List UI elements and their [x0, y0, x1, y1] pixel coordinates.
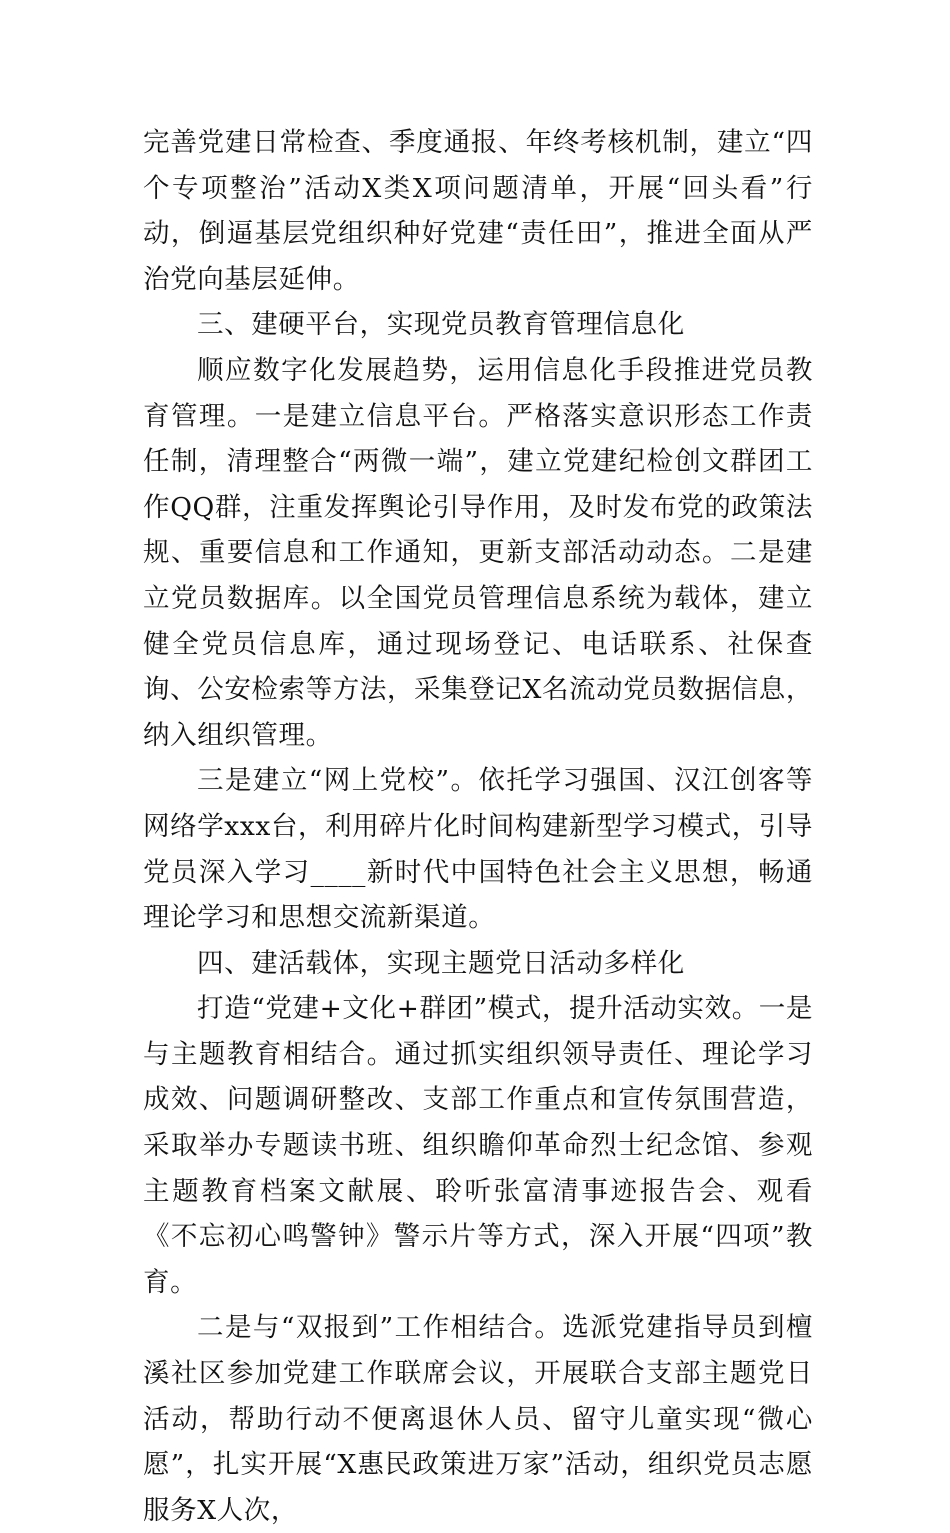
document-body	[143, 120, 813, 1533]
paragraph-double-report: 二是与“双报到”工作相结合。选派党建指导员到檀溪社区参加党建工作联席会议，开展联合支部主题党日活动，帮助行动不便离退休人员、留守儿童实现“微心愿”，扎实开展“X惠民政策进万家”活动，组织党员志愿服务X人次，	[143, 1312, 813, 1526]
paragraph-online-party-school: 三是建立“网上党校”。依托学习强国、汉江创客等网络学xxx台，利用碎片化时间构建新型学习模式，引导党员深入学习____新时代中国特色社会主义思想，畅通理论学习和思想交流新渠道。	[143, 765, 813, 934]
paragraph-info-platform: 顺应数字化发展趋势，运用信息化手段推进党员教育管理。一是建立信息平台。严格落实意识形态工作责任制，清理整合“两微一端”，建立党建纪检创文群团工作QQ群，注重发挥舆论引导作用，及时发布党的政策法规、重要信息和工作通知，更新支部活动动态。二是建立党员数据库。以全国党员管理信息系统为载体，建立健全党员信息库，通过现场登记、电话联系、社保查询、公安检索等方法，采集登记X名流动党员数据信息，纳入组织管理。	[143, 354, 813, 751]
section-heading-four: 四、建活载体，实现主题党日活动多样化	[197, 947, 685, 979]
paragraph-theme-education: 打造“党建+文化+群团”模式，提升活动实效。一是与主题教育相结合。通过抓实组织领导责任、理论学习成效、问题调研整改、支部工作重点和宣传氛围营造，采取举办专题读书班、组织瞻仰革命烈士纪念馆、参观主题教育档案文献展、聆听张富清事迹报告会、观看《不忘初心鸣警钟》警示片等方式，深入开展“四项”教育。	[143, 993, 813, 1298]
section-heading-three: 三、建硬平台，实现党员教育管理信息化	[197, 309, 685, 341]
paragraph-continued: 完善党建日常检查、季度通报、年终考核机制，建立“四个专项整治”活动X类X项问题清单，开展“回头看”行动，倒逼基层党组织种好党建“责任田”，推进全面从严治党向基层延伸。	[143, 127, 813, 295]
